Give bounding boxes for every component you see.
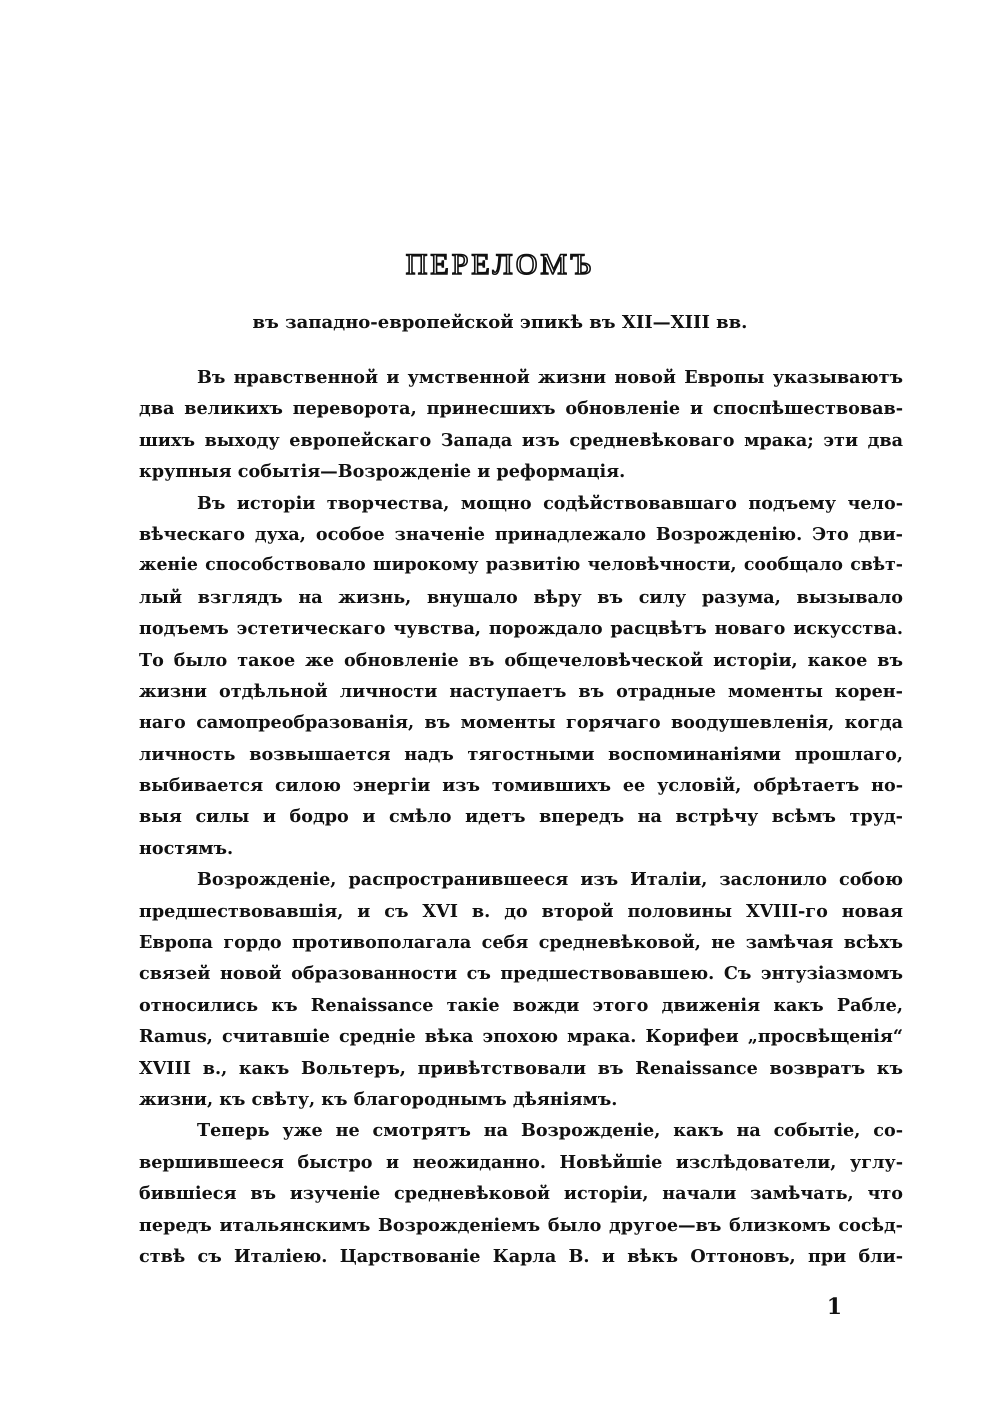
text-line: То было такое же обновленіе въ общечеловѣческой исторіи, какое въ	[139, 649, 903, 671]
text-line: два великихъ переворота, принесшихъ обновленіе и споспѣшествовав-	[139, 398, 903, 420]
text-line: Ramus, считавшіе средніе вѣка эпохою мрака. Корифеи „просвѣщенія“	[139, 1026, 903, 1048]
text-line: жизни отдѣльной личности наступаетъ въ отрадные моменты корен-	[139, 680, 903, 702]
body-text	[139, 362, 903, 1272]
text-line: XVIII в., какъ Вольтеръ, привѣтствовали въ Renaissance возвратъ къ	[139, 1057, 903, 1079]
page-number: 1	[826, 1294, 842, 1320]
chapter-title: ПЕРЕЛОМЪ	[405, 248, 595, 281]
text-line: Въ нравственной и умственной жизни новой Европы указываютъ	[197, 367, 903, 388]
text-line: наго самопреобразованія, въ моменты горячаго воодушевленія, когда	[139, 712, 903, 734]
text-line: Возрожденіе, распространившееся изъ Италіи, заслонило собою	[197, 869, 903, 891]
text-line: шихъ выходу европейскаго Запада изъ средневѣковаго мрака; эти два	[139, 429, 903, 451]
text-line: крупныя событія—Возрожденіе и реформація.	[139, 461, 626, 483]
text-line: личность возвышается надъ тягостными воспоминаніями прошлаго,	[139, 743, 903, 765]
text-line: вершившееся быстро и неожиданно. Новѣйшіе изслѣдователи, углу-	[139, 1151, 903, 1173]
text-line: лый взглядъ на жизнь, внушало вѣру въ силу разума, вызывало	[139, 586, 903, 608]
text-line: выбивается силою энергіи изъ томившихъ ее условій, обрѣтаетъ но-	[139, 775, 903, 797]
text-line: Теперь уже не смотрятъ на Возрожденіе, какъ на событіе, со-	[197, 1120, 903, 1142]
text-line: вѣческаго духа, особое значеніе принадлежало Возрожденію. Это дви-	[139, 523, 903, 545]
text-line: выя силы и бодро и смѣло идетъ впередъ на встрѣчу всѣмъ труд-	[139, 806, 903, 828]
text-line: женіе способствовало широкому развитію человѣчности, сообщало свѣт-	[139, 555, 903, 576]
text-line: относились къ Renaissance такіе вожди этого движенія какъ Рабле,	[139, 994, 903, 1016]
text-line: ностямъ.	[139, 837, 234, 859]
text-line: Въ исторіи творчества, мощно содѣйствовавшаго подъему чело-	[197, 492, 903, 514]
text-line: ствѣ съ Италіею. Царствованіе Карла В. и вѣкъ Оттоновъ, при бли-	[139, 1245, 903, 1267]
text-line: бившіеся въ изученіе средневѣковой исторіи, начали замѣчать, что	[139, 1183, 903, 1205]
text-line: подъемъ эстетическаго чувства, порождало расцвѣтъ новаго искусства.	[139, 618, 903, 640]
chapter-subtitle: въ западно-европейской эпикѣ въ XII—XIII вв.	[252, 312, 748, 333]
text-line: Европа гордо противополагала себя средневѣковой, не замѣчая всѣхъ	[139, 932, 903, 954]
text-line: предшествовавшія, и съ XVI в. до второй половины XVIII-го новая	[139, 900, 903, 922]
text-line: жизни, къ свѣту, къ благороднымъ дѣяніямъ.	[139, 1088, 618, 1110]
text-line: передъ итальянскимъ Возрожденіемъ было другое—въ близкомъ сосѣд-	[139, 1214, 903, 1236]
text-line: связей новой образованности съ предшествовавшею. Съ энтузіазмомъ	[139, 963, 903, 985]
